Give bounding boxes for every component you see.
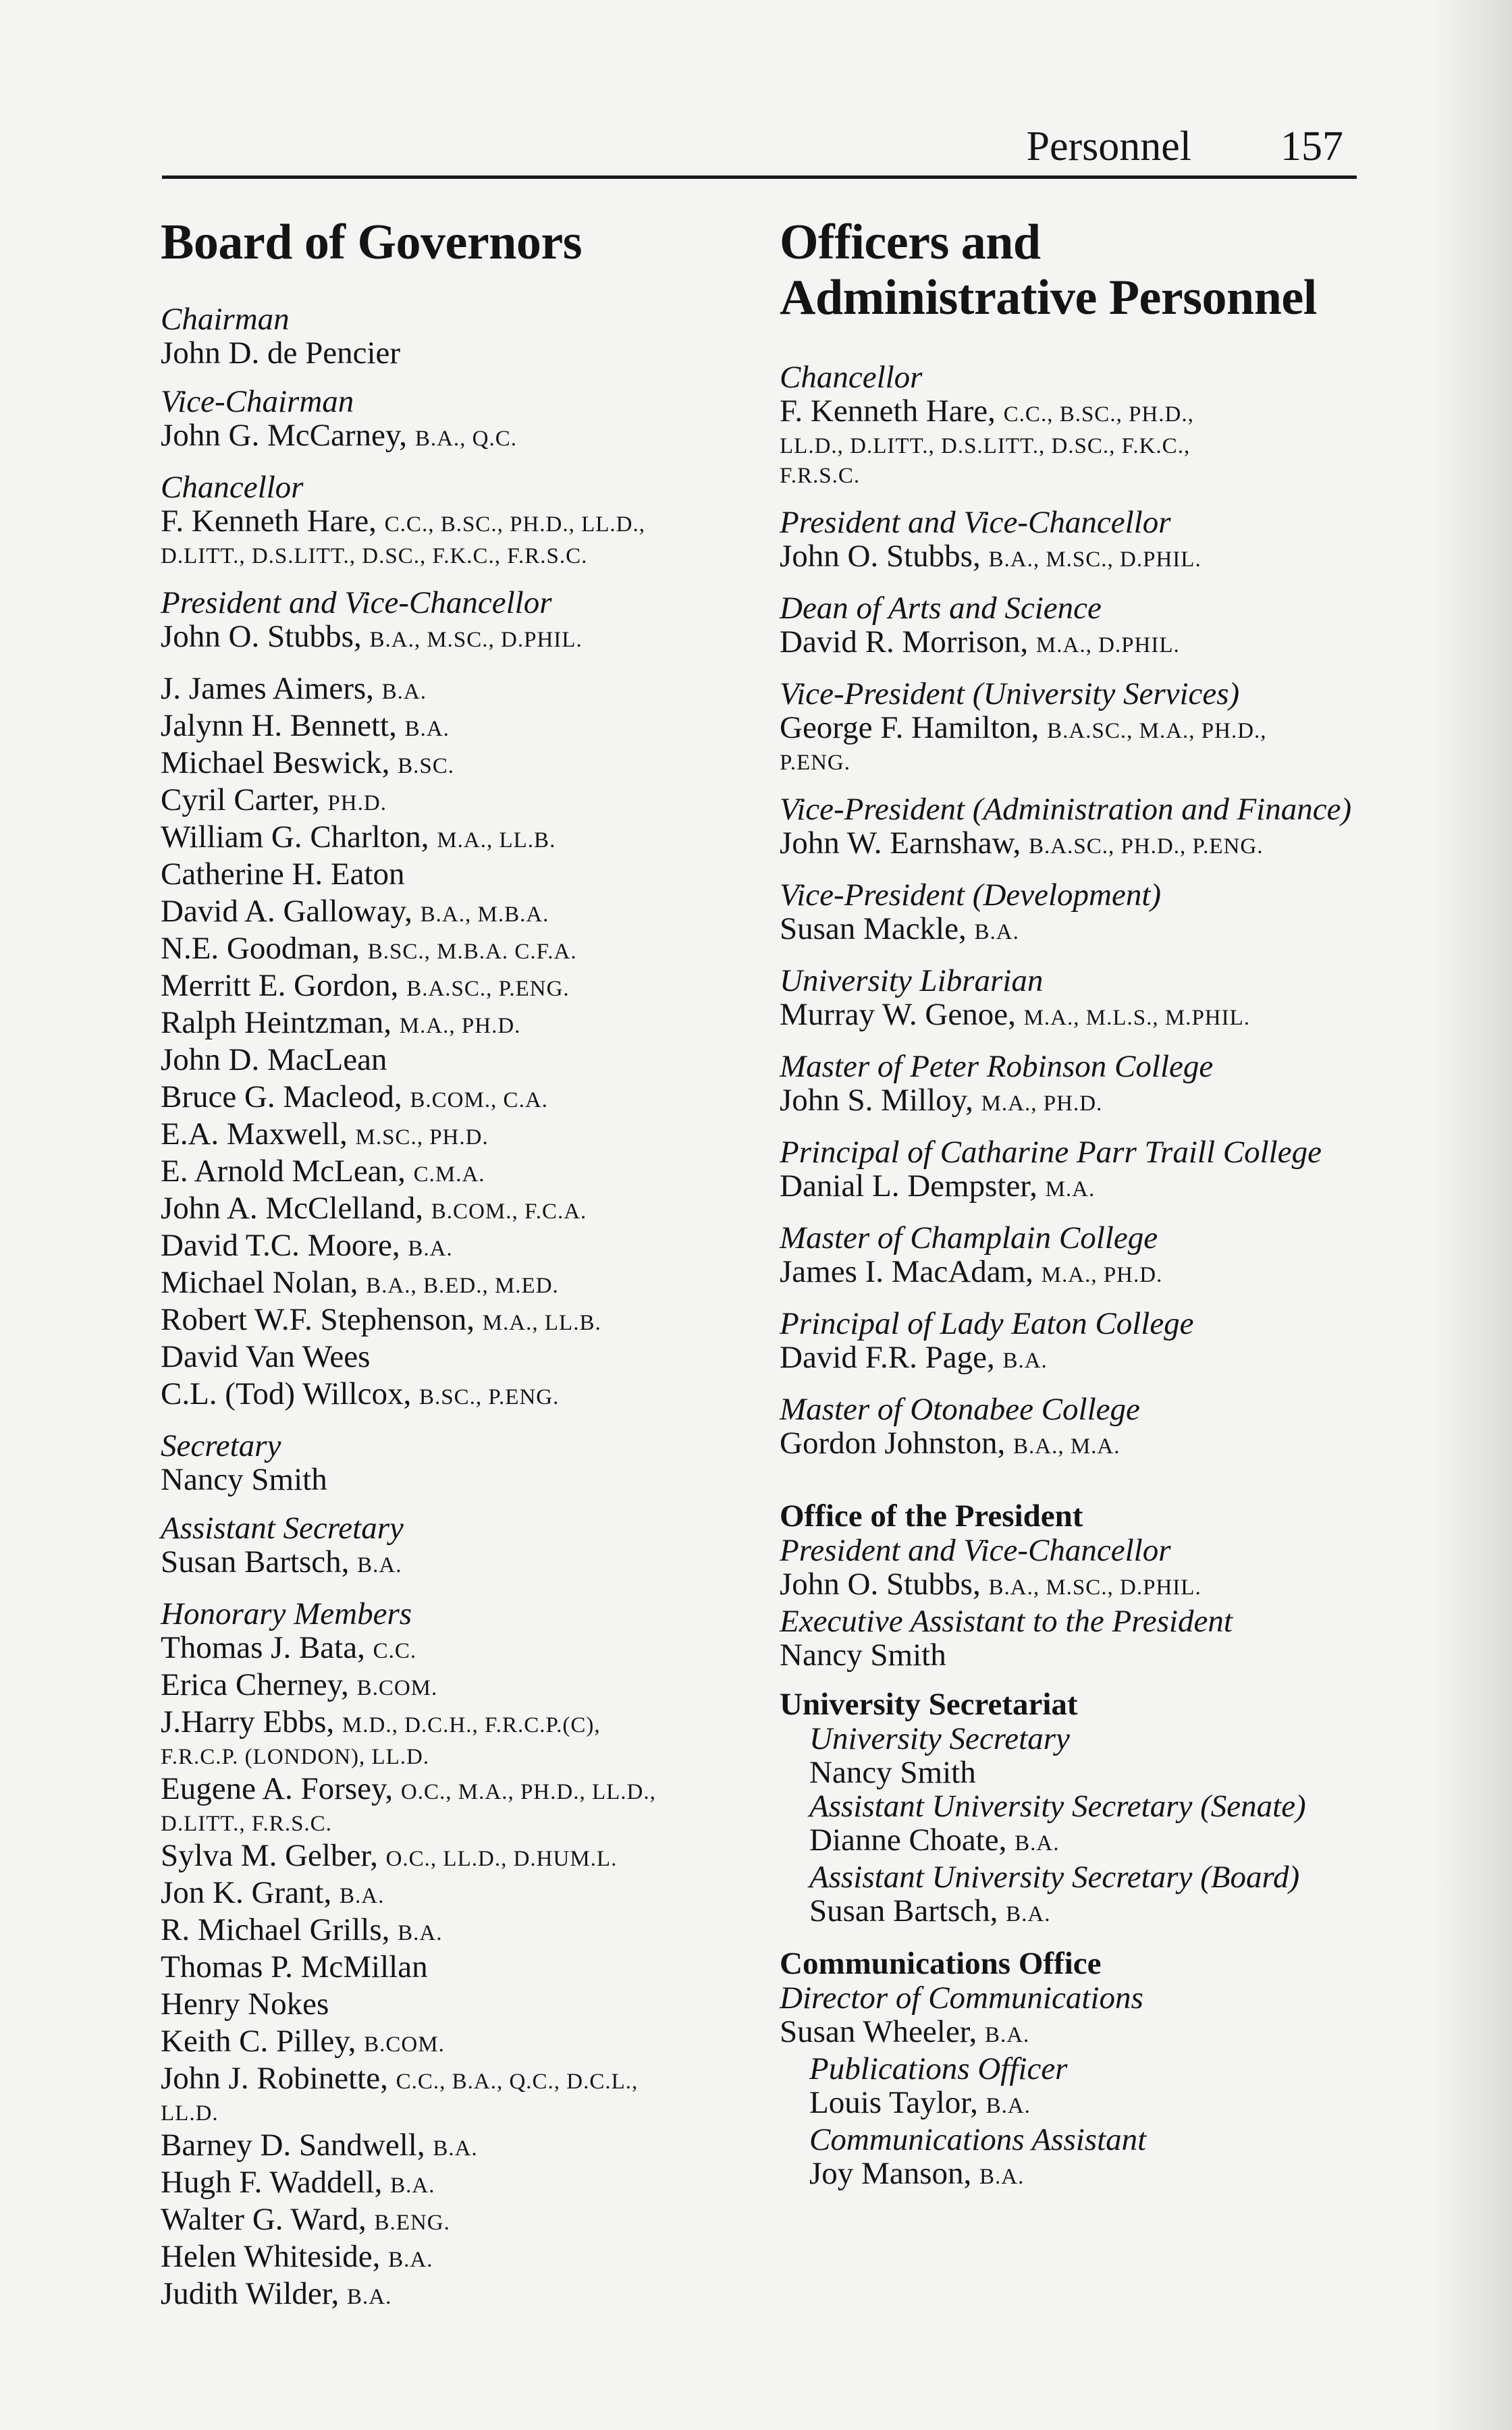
role-label: Chancellor — [161, 470, 304, 505]
person-name: F. Kenneth Hare, — [780, 394, 996, 429]
credentials: M.A. — [1045, 1177, 1096, 1202]
officer-entry — [780, 1135, 1387, 1206]
role-label: Master of Otonabee College — [780, 1392, 1140, 1427]
list-item: Walter G. Ward, B.ENG. — [161, 2202, 450, 2237]
list-item: Michael Beswick, B.SC. — [161, 745, 454, 780]
list-item: R. Michael Grills, B.A. — [161, 1912, 443, 1947]
person-name: John O. Stubbs, — [780, 539, 981, 574]
assistant-secretary-entry — [161, 1511, 755, 1582]
person-name: Susan Bartsch, — [809, 1893, 998, 1928]
person-name: Dianne Choate, — [809, 1823, 1007, 1858]
board-of-governors-column — [161, 215, 755, 2329]
role-label: Director of Communications — [780, 1980, 1143, 2016]
list-item: John A. McClelland, B.COM., F.C.A. — [161, 1191, 587, 1226]
role-label: Honorary Members — [161, 1596, 412, 1631]
credentials: B.A., M.A. — [1013, 1434, 1120, 1459]
list-item: Merritt E. Gordon, B.A.SC., P.ENG. — [161, 968, 570, 1003]
vice-chairman-entry — [161, 385, 755, 456]
list-item: E.A. Maxwell, M.SC., PH.D. — [161, 1116, 489, 1152]
list-item: Barney D. Sandwell, B.A. — [161, 2128, 478, 2163]
credentials: B.A. — [984, 2023, 1030, 2047]
credentials-continued: P.ENG. — [780, 751, 851, 775]
list-item: David Van Wees — [161, 1339, 371, 1374]
president-entry — [161, 586, 755, 657]
list-item: Jon K. Grant, B.A. — [161, 1875, 385, 1910]
credentials: M.A., D.PHIL. — [1035, 633, 1180, 657]
role-label: University Secretary — [809, 1721, 1070, 1756]
list-item: C.L. (Tod) Willcox, B.SC., P.ENG. — [161, 1376, 560, 1411]
officer-entry — [780, 360, 1387, 491]
credentials: B.A. — [1006, 1902, 1051, 1926]
list-item: Robert W.F. Stephenson, M.A., LL.B. — [161, 1302, 601, 1337]
list-item: Thomas J. Bata, C.C. — [161, 1630, 417, 1665]
list-item: Hugh F. Waddell, B.A. — [161, 2165, 435, 2200]
office-heading: University Secretariat — [780, 1687, 1078, 1722]
list-item: William G. Charlton, M.A., LL.B. — [161, 819, 556, 855]
person-name: John O. Stubbs, — [780, 1567, 981, 1602]
role-label: Master of Champlain College — [780, 1220, 1158, 1256]
role-label: Master of Peter Robinson College — [780, 1049, 1214, 1084]
list-item: David T.C. Moore, B.A. — [161, 1228, 453, 1263]
list-item: Keith C. Pilley, B.COM. — [161, 2024, 445, 2059]
credentials-continued: F.R.S.C. — [780, 464, 861, 488]
officer-entry — [780, 1307, 1387, 1378]
section-title: Personnel — [1026, 124, 1191, 169]
officer-entry — [780, 792, 1387, 863]
role-label: Vice-President (Development) — [780, 878, 1162, 913]
list-item: Judith Wilder, B.A. — [161, 2276, 392, 2311]
credentials: C.C., B.SC., PH.D., — [1003, 402, 1194, 427]
credentials: C.C., B.SC., PH.D., LL.D., — [384, 512, 645, 537]
list-item: Cyril Carter, PH.D. — [161, 782, 387, 817]
role-label: Vice-President (University Services) — [780, 676, 1240, 711]
board-members-list — [161, 672, 755, 1414]
credentials: B.A., M.SC., D.PHIL. — [988, 1575, 1202, 1600]
chairman-entry — [161, 302, 755, 370]
list-item: Helen Whiteside, B.A. — [161, 2239, 433, 2274]
credentials: B.A. — [1002, 1349, 1048, 1373]
credentials-continued: D.LITT., F.R.S.C. — [161, 1812, 332, 1836]
person-name: Gordon Johnston, — [780, 1426, 1006, 1461]
officer-entry — [780, 1393, 1387, 1463]
credentials: B.A. — [986, 2094, 1031, 2118]
person-name: Nancy Smith — [780, 1638, 946, 1673]
credentials-continued: D.LITT., D.S.LITT., D.SC., F.K.C., F.R.S.C. — [161, 544, 588, 568]
officer-entry — [780, 677, 1387, 778]
role-label: Chancellor — [780, 360, 923, 395]
chancellor-entry — [161, 470, 755, 571]
role-label: Assistant University Secretary (Board) — [809, 1860, 1300, 1895]
role-label: Secretary — [161, 1428, 281, 1463]
list-item: Thomas P. McMillan — [161, 1949, 428, 1985]
role-label: Communications Assistant — [809, 2122, 1147, 2157]
credentials: B.A., M.SC., D.PHIL. — [988, 547, 1202, 572]
person-name: Louis Taylor, — [809, 2085, 978, 2120]
person-name: David F.R. Page, — [780, 1340, 995, 1375]
list-item: Erica Cherney, B.COM. — [161, 1667, 438, 1702]
role-label: Vice-Chairman — [161, 384, 354, 419]
credentials: B.A. — [357, 1553, 402, 1577]
credentials-continued: LL.D. — [161, 2101, 219, 2126]
officer-entry — [780, 878, 1387, 949]
list-item: N.E. Goodman, B.SC., M.B.A. C.F.A. — [161, 931, 577, 966]
communications-office — [780, 1946, 1387, 2194]
person-name: Murray W. Genoe, — [780, 997, 1016, 1032]
role-label: Assistant Secretary — [161, 1511, 404, 1546]
role-label: President and Vice-Chancellor — [780, 1533, 1171, 1568]
credentials: M.A., PH.D. — [981, 1091, 1103, 1116]
person-name: Susan Bartsch, — [161, 1544, 350, 1580]
running-header — [162, 115, 1357, 179]
board-title: Board of Governors — [161, 215, 583, 270]
list-item: E. Arnold McLean, C.M.A. — [161, 1154, 485, 1189]
person-name: Joy Manson, — [809, 2156, 972, 2191]
office-of-the-president — [780, 1498, 1387, 1672]
credentials: B.A. — [974, 920, 1019, 944]
credentials: M.A., M.L.S., M.PHIL. — [1023, 1006, 1251, 1030]
honorary-members-list — [161, 1597, 755, 2314]
list-item: J.Harry Ebbs, M.D., D.C.H., F.R.C.P.(C), — [161, 1704, 601, 1739]
person-name: Danial L. Dempster, — [780, 1168, 1037, 1204]
officers-title: Officers and Administrative Personnel — [780, 215, 1317, 325]
credentials: B.A.SC., M.A., PH.D., — [1047, 719, 1267, 743]
person-name: John O. Stubbs, — [161, 619, 362, 654]
role-label: Principal of Lady Eaton College — [780, 1306, 1194, 1341]
credentials: B.A., Q.C. — [414, 427, 517, 451]
role-label: President and Vice-Chancellor — [161, 585, 552, 620]
person-name: James I. MacAdam, — [780, 1254, 1033, 1289]
list-item: Sylva M. Gelber, O.C., LL.D., D.HUM.L. — [161, 1838, 618, 1873]
list-item: Eugene A. Forsey, O.C., M.A., PH.D., LL.D., — [161, 1771, 656, 1806]
credentials: B.A. — [1015, 1831, 1060, 1856]
person-name: Susan Mackle, — [780, 911, 967, 946]
officer-entry — [780, 591, 1387, 662]
office-heading: Communications Office — [780, 1946, 1102, 1981]
person-name: David R. Morrison, — [780, 624, 1029, 659]
role-label: Assistant University Secretary (Senate) — [809, 1789, 1306, 1824]
person-name: John W. Earnshaw, — [780, 826, 1021, 861]
list-item: John D. MacLean — [161, 1042, 387, 1077]
page-number: 157 — [1280, 124, 1343, 169]
credentials: B.A. — [979, 2165, 1025, 2189]
list-item: Henry Nokes — [161, 1987, 329, 2022]
office-heading: Office of the President — [780, 1498, 1083, 1534]
credentials: M.A., PH.D. — [1041, 1263, 1163, 1287]
role-label: Publications Officer — [809, 2051, 1068, 2086]
officers-column — [780, 215, 1387, 2209]
person-name: John D. de Pencier — [161, 335, 401, 371]
person-name: Nancy Smith — [809, 1755, 976, 1790]
university-secretariat — [780, 1687, 1387, 1931]
credentials-continued: LL.D., D.LITT., D.S.LITT., D.SC., F.K.C., — [780, 434, 1191, 458]
role-label: Chairman — [161, 302, 290, 337]
credentials: B.A.SC., PH.D., P.ENG. — [1029, 834, 1264, 859]
list-item: Jalynn H. Bennett, B.A. — [161, 708, 450, 743]
role-label: University Librarian — [780, 963, 1044, 998]
person-name: Nancy Smith — [161, 1462, 327, 1497]
role-label: President and Vice-Chancellor — [780, 505, 1171, 540]
list-item: Michael Nolan, B.A., B.ED., M.ED. — [161, 1265, 559, 1300]
list-item: David A. Galloway, B.A., M.B.A. — [161, 894, 549, 929]
officer-entry — [780, 1221, 1387, 1292]
credentials-continued: F.R.C.P. (LONDON), LL.D. — [161, 1745, 430, 1769]
list-item: Bruce G. Macleod, B.COM., C.A. — [161, 1079, 548, 1114]
credentials: B.A., M.SC., D.PHIL. — [369, 628, 583, 652]
role-label: Principal of Catharine Parr Traill College — [780, 1135, 1322, 1170]
person-name: F. Kenneth Hare, — [161, 504, 377, 539]
role-label: Executive Assistant to the President — [780, 1604, 1233, 1639]
list-item: John J. Robinette, C.C., B.A., Q.C., D.C.L., — [161, 2061, 639, 2096]
secretary-entry — [161, 1429, 755, 1496]
officer-entry — [780, 964, 1387, 1035]
role-label: Dean of Arts and Science — [780, 591, 1102, 626]
officer-entry — [780, 506, 1387, 576]
person-name: Susan Wheeler, — [780, 2014, 977, 2049]
role-label: Vice-President (Administration and Finance) — [780, 792, 1352, 827]
person-name: John G. McCarney, — [161, 418, 408, 453]
person-name: John S. Milloy, — [780, 1083, 973, 1118]
officer-entry — [780, 1050, 1387, 1120]
page-edge-shadow — [1431, 0, 1512, 2430]
list-item: Ralph Heintzman, M.A., PH.D. — [161, 1005, 521, 1040]
person-name: George F. Hamilton, — [780, 710, 1040, 745]
list-item: Catherine H. Eaton — [161, 857, 405, 892]
list-item: J. James Aimers, B.A. — [161, 671, 427, 706]
